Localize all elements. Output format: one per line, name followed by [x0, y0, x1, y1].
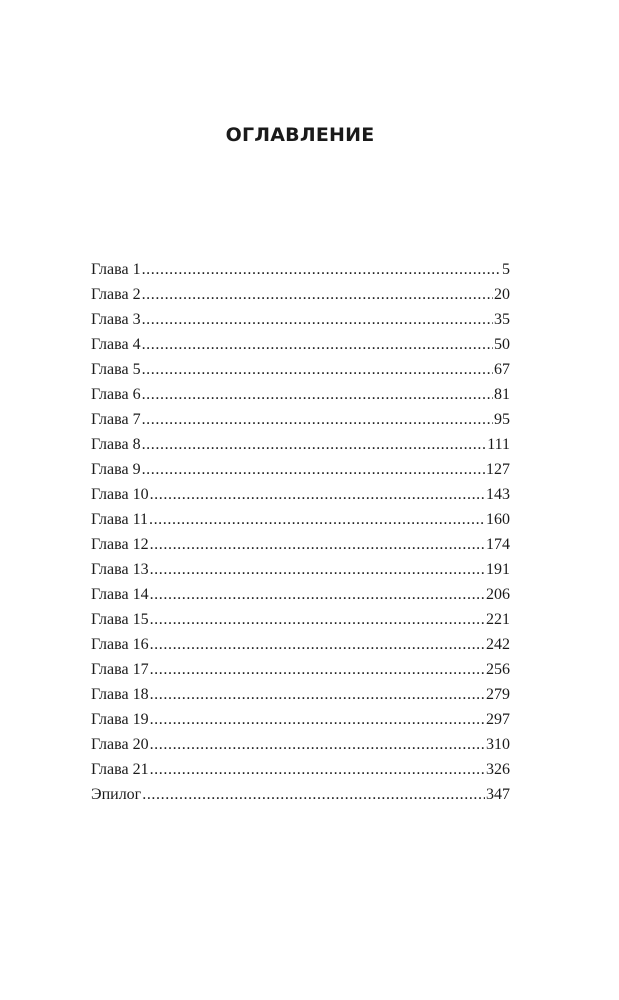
toc-entry-page: 50: [494, 336, 510, 353]
toc-entry: [91, 457, 510, 482]
toc-entry-label: Глава 6: [91, 386, 141, 403]
page-title: ОГЛАВЛЕНИЕ: [225, 124, 375, 146]
toc-entry: [91, 632, 510, 657]
toc-entry: [91, 332, 510, 357]
toc-entry-label: Глава 3: [91, 311, 141, 328]
toc-entry: [91, 532, 510, 557]
toc-entry-label: Глава 12: [91, 536, 149, 553]
toc-entry: [91, 357, 510, 382]
toc-entry: [91, 432, 510, 457]
toc-entry-label: Глава 17: [91, 661, 149, 678]
toc-leader-dots: [149, 507, 485, 532]
toc-leader-dots: [142, 282, 493, 307]
toc-entry-label: Глава 15: [91, 611, 149, 628]
table-of-contents: [91, 257, 510, 807]
toc-entry-label: Глава 20: [91, 736, 149, 753]
toc-leader-dots: [150, 532, 485, 557]
toc-entry-page: 127: [486, 461, 510, 478]
toc-entry: [91, 782, 510, 807]
toc-leader-dots: [142, 307, 493, 332]
toc-entry-page: 95: [494, 411, 510, 428]
toc-entry-label: Глава 21: [91, 761, 149, 778]
toc-entry-page: 297: [486, 711, 510, 728]
toc-leader-dots: [150, 757, 485, 782]
toc-leader-dots: [142, 332, 493, 357]
toc-leader-dots: [142, 407, 493, 432]
toc-entry-page: 310: [486, 736, 510, 753]
toc-entry: [91, 257, 510, 282]
toc-leader-dots: [150, 707, 485, 732]
toc-leader-dots: [150, 582, 485, 607]
toc-entry-page: 279: [486, 686, 510, 703]
toc-entry-label: Глава 19: [91, 711, 149, 728]
toc-leader-dots: [142, 357, 493, 382]
toc-entry-page: 160: [486, 511, 510, 528]
toc-entry: [91, 557, 510, 582]
toc-entry-page: 242: [486, 636, 510, 653]
toc-entry-label: Глава 7: [91, 411, 141, 428]
toc-entry: [91, 682, 510, 707]
toc-entry-label: Глава 1: [91, 261, 141, 278]
toc-entry-page: 191: [486, 561, 510, 578]
toc-entry-label: Глава 8: [91, 436, 141, 453]
toc-leader-dots: [150, 657, 485, 682]
toc-leader-dots: [142, 257, 501, 282]
toc-entry-label: Глава 2: [91, 286, 141, 303]
toc-leader-dots: [142, 432, 487, 457]
toc-entry-label: Глава 16: [91, 636, 149, 653]
toc-entry-page: 221: [486, 611, 510, 628]
toc-entry: [91, 307, 510, 332]
toc-entry-page: 174: [486, 536, 510, 553]
toc-entry: [91, 607, 510, 632]
toc-entry: [91, 282, 510, 307]
toc-entry-label: Глава 4: [91, 336, 141, 353]
toc-entry-page: 111: [487, 436, 510, 453]
toc-entry-page: 256: [486, 661, 510, 678]
toc-entry-page: 81: [494, 386, 510, 403]
toc-entry-label: Глава 18: [91, 686, 149, 703]
toc-entry-page: 143: [486, 486, 510, 503]
toc-entry-page: 326: [486, 761, 510, 778]
toc-entry: [91, 507, 510, 532]
toc-entry-page: 35: [494, 311, 510, 328]
toc-leader-dots: [150, 732, 485, 757]
toc-entry-page: 67: [494, 361, 510, 378]
toc-leader-dots: [150, 482, 485, 507]
toc-entry: [91, 757, 510, 782]
toc-leader-dots: [142, 782, 485, 807]
toc-entry: [91, 582, 510, 607]
toc-entry-page: 5: [502, 261, 510, 278]
toc-entry-label: Глава 5: [91, 361, 141, 378]
toc-leader-dots: [150, 557, 485, 582]
toc-entry-page: 206: [486, 586, 510, 603]
toc-entry: [91, 407, 510, 432]
toc-entry: [91, 382, 510, 407]
toc-entry-page: 347: [486, 786, 510, 803]
toc-leader-dots: [150, 682, 485, 707]
toc-entry-label: Глава 9: [91, 461, 141, 478]
toc-entry-label: Глава 10: [91, 486, 149, 503]
toc-entry-label: Глава 13: [91, 561, 149, 578]
toc-entry: [91, 657, 510, 682]
toc-entry-label: Глава 14: [91, 586, 149, 603]
toc-leader-dots: [142, 382, 493, 407]
toc-leader-dots: [150, 632, 485, 657]
toc-entry: [91, 707, 510, 732]
toc-entry-label: Глава 11: [91, 511, 148, 528]
toc-entry-page: 20: [494, 286, 510, 303]
toc-entry: [91, 732, 510, 757]
toc-leader-dots: [142, 457, 485, 482]
toc-leader-dots: [150, 607, 485, 632]
toc-entry: [91, 482, 510, 507]
toc-entry-label: Эпилог: [91, 786, 142, 803]
